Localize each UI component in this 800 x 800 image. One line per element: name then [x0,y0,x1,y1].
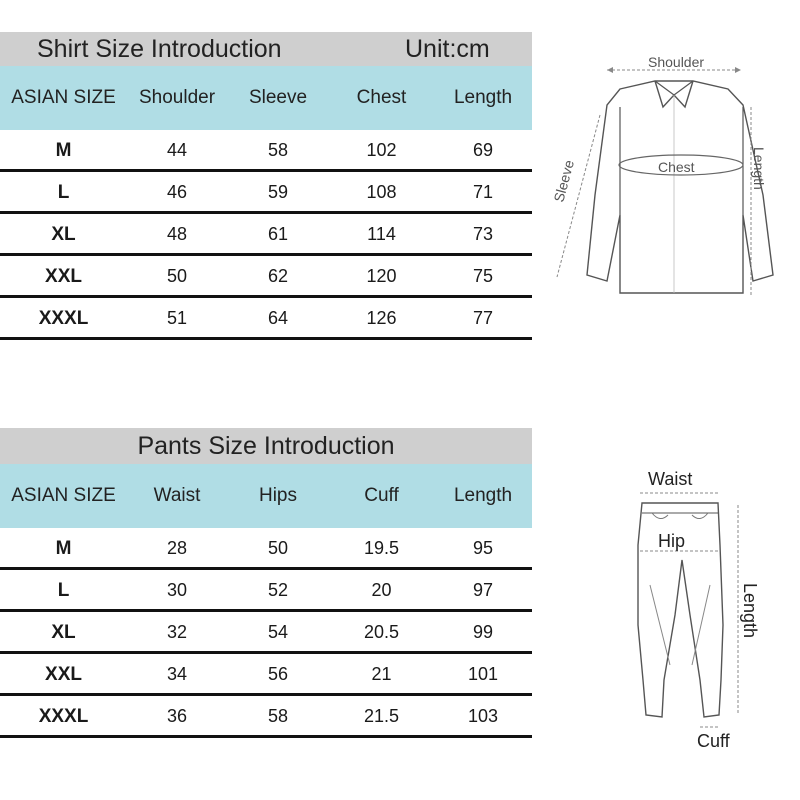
table-row [0,614,532,654]
table-row [0,300,532,340]
value-cell: 58 [267,140,289,160]
sleeve-label: Sleeve [550,158,577,204]
header-chest: Chest [356,87,407,108]
size-cell: XXL [45,663,82,685]
value-cell: 20 [371,580,392,600]
value-cell: 21 [371,664,392,684]
size-cell: M [55,139,72,161]
shirt-table-title: Shirt Size Introduction [37,35,282,63]
value-cell: 71 [472,182,494,202]
size-cell: L [57,181,70,203]
value-cell: 20.5 [363,622,400,642]
header-shoulder: Shoulder [138,87,216,108]
value-cell: 97 [472,580,494,600]
value-cell: 50 [267,538,289,558]
header-length: Length [453,87,513,108]
length-label: Length [751,147,767,190]
pants-size-table [0,428,532,738]
table-row [0,530,532,570]
value-cell: 28 [166,538,188,558]
table-row [0,258,532,298]
pants-table-title: Pants Size Introduction [137,432,395,460]
value-cell: 50 [166,266,188,286]
header-waist: Waist [153,485,201,506]
pants-header-row [0,464,532,528]
size-cell: L [57,579,70,601]
value-cell: 120 [366,266,397,286]
header-cuff: Cuff [364,485,399,506]
value-cell: 54 [267,622,289,642]
value-cell: 101 [467,664,499,684]
cuff-label: Cuff [697,731,730,751]
unit-label: Unit:cm [405,35,490,63]
chest-label: Chest [658,159,695,175]
value-cell: 52 [267,580,289,600]
shirt-diagram [545,45,795,305]
shirt-header-row [0,66,532,130]
pants-title-bar [0,428,532,464]
value-cell: 21.5 [363,706,400,726]
value-cell: 30 [166,580,188,600]
value-cell: 108 [366,182,397,202]
table-row [0,174,532,214]
header-hips: Hips [258,485,297,506]
size-cell: XL [51,223,76,245]
value-cell: 51 [166,308,188,328]
header-sleeve: Sleeve [248,87,308,108]
value-cell: 102 [366,140,397,160]
value-cell: 59 [267,182,289,202]
table-row [0,216,532,256]
size-cell: XXXL [38,705,89,727]
value-cell: 75 [472,266,494,286]
value-cell: 48 [166,224,188,244]
size-cell: XL [51,621,76,643]
table-row [0,132,532,172]
size-cell: XXL [45,265,82,287]
shirt-title-bar [0,32,532,66]
value-cell: 34 [166,664,188,684]
value-cell: 103 [467,706,499,726]
length-label: Length [740,583,760,639]
value-cell: 44 [166,140,188,160]
shirt-size-table [0,32,532,340]
header-length: Length [453,485,513,506]
value-cell: 19.5 [363,538,400,558]
shoulder-label: Shoulder [648,54,705,70]
value-cell: 56 [267,664,289,684]
pants-diagram [620,465,790,760]
value-cell: 46 [166,182,188,202]
hip-label: Hip [658,531,686,551]
value-cell: 73 [472,224,494,244]
table-row [0,572,532,612]
value-cell: 114 [367,224,396,244]
table-row [0,656,532,696]
value-cell: 99 [472,622,494,642]
waist-label: Waist [648,469,693,489]
value-cell: 36 [166,706,188,726]
header-asian-size: ASIAN SIZE [11,87,116,108]
value-cell: 95 [472,538,494,558]
value-cell: 77 [472,308,494,328]
value-cell: 64 [267,308,289,328]
table-row [0,698,532,738]
value-cell: 61 [267,224,289,244]
header-asian-size: ASIAN SIZE [11,485,116,506]
size-cell: M [55,537,72,559]
shirt-illustration [545,45,795,305]
value-cell: 62 [267,266,289,286]
value-cell: 126 [366,308,397,328]
size-cell: XXXL [38,307,89,329]
value-cell: 69 [472,140,494,160]
value-cell: 32 [166,622,188,642]
pants-illustration [620,465,790,760]
value-cell: 58 [267,706,289,726]
